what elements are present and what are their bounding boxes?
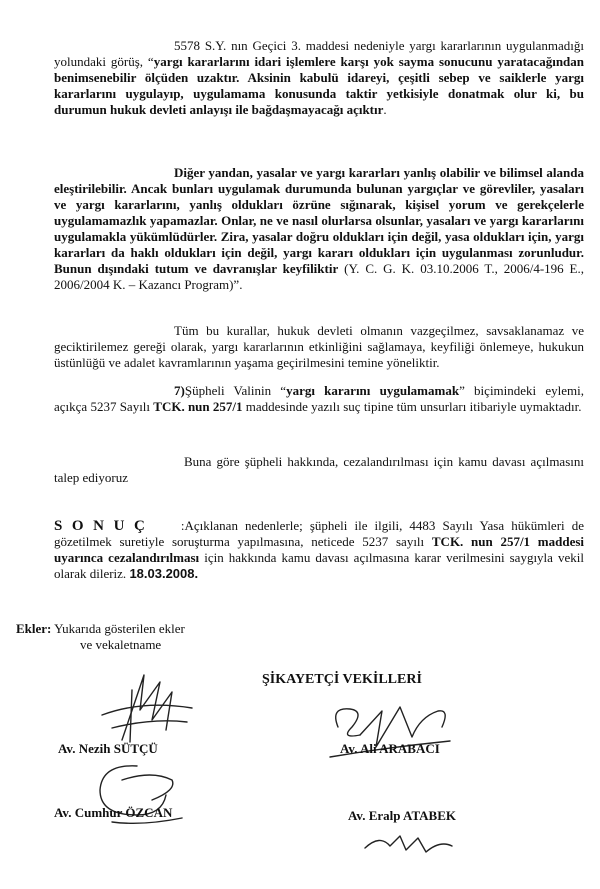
ekler-label: Ekler: [16, 621, 52, 636]
p3-text-1: Tüm bu kurallar, hukuk devleti olmanın vazgeçilmez, savsaklanamaz ve geciktirilemez gereği olarak, yargı kararlarının etkinliğini sağlamaya, keyfiliği önlemeye, hukukun üstünlüğü ve adalet kavramlarının yaşama geçirilmesini temine yöneliktir. [54, 323, 584, 370]
signature-sutcu-icon [82, 670, 202, 750]
p1-text-1: 5578 S.Y. nın Geçici 3. maddesi nedeniyle yargı kararlarının uygulanmadığı yolundaki görüş, “ [54, 38, 584, 69]
p4-text-1: Şüpheli Valinin “ [184, 383, 287, 398]
paragraph-3 [54, 323, 584, 371]
p2-text-1: (Y. C. G. K. 03.10.2006 T., 2006/4-196 E., 2006/2004 K. – Kazancı Program)”. [54, 261, 584, 292]
p5-text-1: Buna göre şüpheli hakkında, cezalandırılması için kamu davası açılmasını talep ediyoruz [54, 454, 584, 485]
paragraph-4 [54, 383, 584, 415]
signatures-heading: ŞİKAYETÇİ VEKİLLERİ [262, 672, 422, 687]
p2-bold-1: Diğer yandan, yasalar ve yargı kararları yanlış olabilir ve bilimsel alanda eleştirilebilir. Ancak bunları uygulamak durumunda bulunan yargıçlar ve görevliler, yasaları ve yargı kararlarını, yanlış oldukları özrüne sığınarak, kişisel yorum ve gerekçelerle uygulamamazlık yapamazlar. Onlar, ne ve nasıl olurlarsa olsunlar, yasaları ve yargı kararlarını uygulamakla yükümlüdürler. Zira, yasalar doğru oldukları için değil, yasa oldukları için, yargı kararları da haklı oldukları için değil, yargı kararı oldukları için uygulanması zorunludur. Bunun dışındaki tutum ve davranışlar keyfiliktir [54, 165, 584, 276]
signature-name-1: Av. Nezih SÜTÇÜ [58, 741, 158, 756]
p1-text-2: . [383, 102, 387, 117]
sonuc-text-1: :Açıklanan nedenlerle; şüpheli ile ilgili, 4483 Sayılı Yasa hükümleri de gözetilmek suretiyle soruşturma yapılmasına, neticede 5237 sayılı [54, 518, 584, 549]
p1-bold-1: yargı kararlarını idari işlemlere karşı yok sayma sonucunu yaratacağından benimsenebilir ölçüden uzaktır. Aksinin kabulü idareyi, çeşitli sebep ve saiklerle yargı kararlarını uygulayıp, uygulamama konusunda taktir yetkisiyle donatmak olur ki, bu durumun hukuk devleti anlayışı ile bağdaşmayacağı açıktır [54, 54, 585, 117]
paragraph-2 [54, 165, 584, 293]
sonuc-bold-1: TCK. nun 257/1 maddesi uyarınca cezalandırılması [54, 534, 585, 565]
signature-name-4: Av. Eralp ATABEK [348, 808, 456, 823]
sonuc-date: 18.03.2008. [129, 566, 199, 581]
ekler-line-1: Yukarıda gösterilen ekler [51, 621, 185, 636]
ekler-block [16, 621, 316, 653]
sonuc-paragraph [54, 518, 584, 582]
paragraph-1 [54, 38, 584, 118]
signature-name-3: Av. Cumhur ÖZCAN [54, 805, 173, 820]
signature-name-2: Av. Ali ARABACI [340, 741, 440, 756]
sonuc-heading: S O N U Ç [54, 518, 146, 534]
sonuc-text-2: için hakkında kamu davası açılmasına karar verilmesini saygıyla vekil olarak dileriz. [54, 550, 584, 581]
ekler-line-2: ve vekaletname [80, 637, 162, 652]
paragraph-5 [54, 454, 584, 486]
p4-text-3: maddesinde yazılı suç tipine tüm unsurları itibariyle uymaktadır. [242, 399, 582, 414]
p4-bold-2: yargı kararını uygulamamak [286, 383, 460, 398]
p4-bold-3: TCK. nun 257/1 [153, 399, 243, 414]
p4-bold-1: 7) [174, 383, 185, 398]
signature-atabek-icon [360, 828, 470, 858]
p4-text-2: ” biçimindeki eylemi, açıkça 5237 Sayılı [54, 383, 584, 414]
